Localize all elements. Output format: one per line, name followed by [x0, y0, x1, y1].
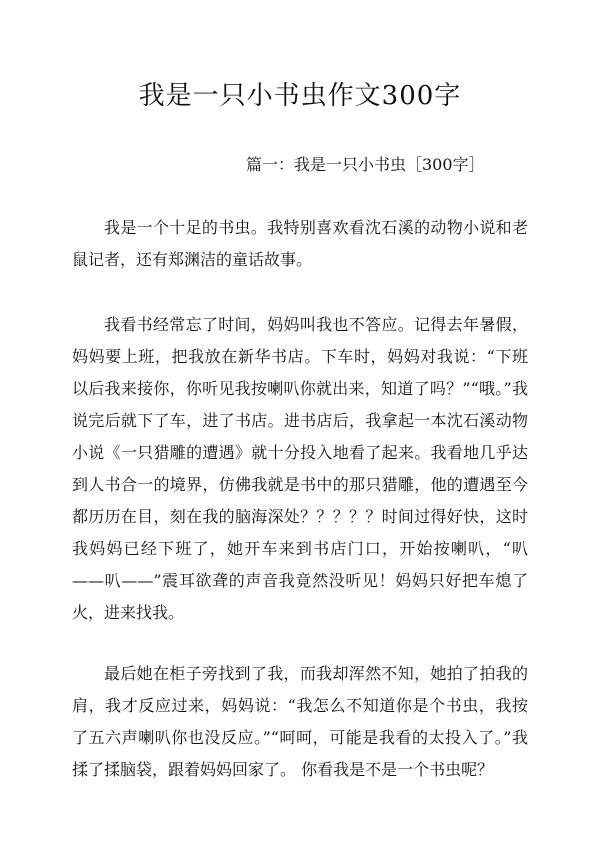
document-subtitle: 篇一：我是一只小书虫［300字］	[246, 155, 485, 174]
document-title: 我是一只小书虫作文300字	[138, 81, 462, 111]
paragraph-3: 最后她在柜子旁找到了我，而我却浑然不知，她拍了拍我的肩，我才反应过来，妈妈说：“我怎么不知道你是个书虫，我按了五六声喇叭你也没反应。”“呵呵，可能是我看的太投入了。”我揉了揉脑袋，跟着妈妈回家了。 你看我是不是一个书虫呢？	[72, 664, 528, 779]
paragraph-2: 我看书经常忘了时间，妈妈叫我也不答应。记得去年暑假，妈妈要上班，把我放在新华书店。下车时，妈妈对我说：“下班以后我来接你，你听见我按喇叭你就出来，知道了吗？”“哦。”我说完后就下了车，进了书店。进书店后，我拿起一本沈石溪动物小说《一只猎雕的遭遇》就十分投入地看了起来。我看地几乎达到人书合一的境界，仿佛我就是书中的那只猎雕，他的遭遇至今都历历在目，刻在我的脑海深处？？？？？时间过得好快，这时我妈妈已经下班了，她开车来到书店门口，开始按喇叭，“叭——叭——”震耳欲聋的声音我竟然没听见！妈妈只好把车熄了火，进来找我。	[72, 315, 528, 622]
paragraph-1: 我是一个十足的书虫。我特别喜欢看沈石溪的动物小说和老鼠记者，还有郑渊洁的童话故事。	[72, 218, 528, 269]
